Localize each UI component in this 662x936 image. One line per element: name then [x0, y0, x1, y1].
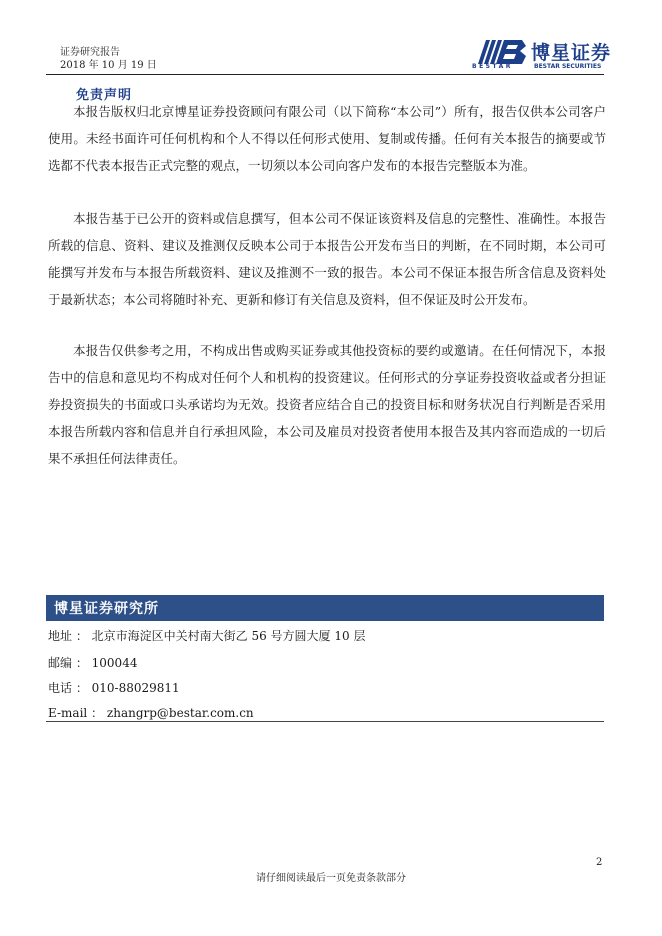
contact-divider — [46, 721, 604, 722]
disclaimer-paragraph: 本报告版权归北京博星证券投资顾问有限公司（以下简称“本公司”）所有，报告仅供本公司客户使用。未经书面许可任何机构和个人不得以任何形式使用、复制或传播。任何有关本报告的摘要或节选都不代表本报告正式完整的观点，一切须以本公司向客户发布的本报告完整版本为准。 — [48, 104, 606, 173]
phone-label: 电话 ： — [48, 681, 88, 695]
bestar-logo — [470, 38, 612, 72]
email-link[interactable]: zhangrp@bestar.com.cn — [106, 706, 254, 720]
contact-address-row — [48, 627, 365, 644]
page-number: 2 — [596, 857, 603, 868]
email-label: E-mail ： — [48, 706, 104, 720]
report-header — [60, 46, 157, 72]
contact-email-row — [48, 704, 254, 721]
contact-header-bar — [46, 595, 604, 621]
address-value: 北京市海淀区中关村南大街乙 56 号方圆大厦 10 层 — [91, 629, 366, 643]
bestar-logo-icon — [470, 38, 530, 64]
postcode-label: 邮编 ： — [48, 656, 88, 670]
logo-name-en-full: BESTAR SECURITIES — [534, 63, 602, 70]
footer-note: 请仔细阅读最后一页免责条款部分 — [256, 873, 406, 884]
phone-value: 010-88029811 — [91, 681, 180, 695]
report-type: 证券研究报告 — [60, 47, 120, 58]
logo-name-cn: 博星证券 — [531, 42, 612, 64]
disclaimer-title: 免责声明 — [76, 88, 133, 103]
contact-title: 博星证券研究所 — [54, 601, 159, 617]
disclaimer-paragraph: 本报告仅供参考之用，不构成出售或购买证券或其他投资标的要约或邀请。在任何情况下，本报告中的信息和意见均不构成对任何个人和机构的投资建议。任何形式的分享证券投资收益或者分担证券投资损失的书面或口头承诺均为无效。投资者应结合自己的投资目标和财务状况自行判断是否采用本报告所载内容和信息并自行承担风险，本公司及雇员对投资者使用本报告及其内容而造成的一切后果不承担任何法律责任。 — [48, 343, 606, 466]
address-label: 地址 ： — [48, 629, 88, 643]
disclaimer-paragraph: 本报告基于已公开的资料或信息撰写，但本公司不保证该资料及信息的完整性、准确性。本报告所载的信息、资料、建议及推测仅反映本公司于本报告公开发布当日的判断，在不同时期，本公司可能撰写并发布与本报告所载资料、建议及推测不一致的报告。本公司不保证本报告所含信息及资料处于最新状态；本公司将随时补充、更新和修订有关信息及资料，但不保证及时公开发布。 — [48, 211, 606, 307]
logo-name-en: BESTAR — [472, 63, 513, 70]
contact-phone-row — [48, 679, 180, 696]
contact-postcode-row — [48, 654, 137, 671]
report-date: 2018 年 10 月 19 日 — [60, 60, 157, 71]
header-divider — [46, 74, 604, 75]
postcode-value: 100044 — [91, 656, 138, 670]
